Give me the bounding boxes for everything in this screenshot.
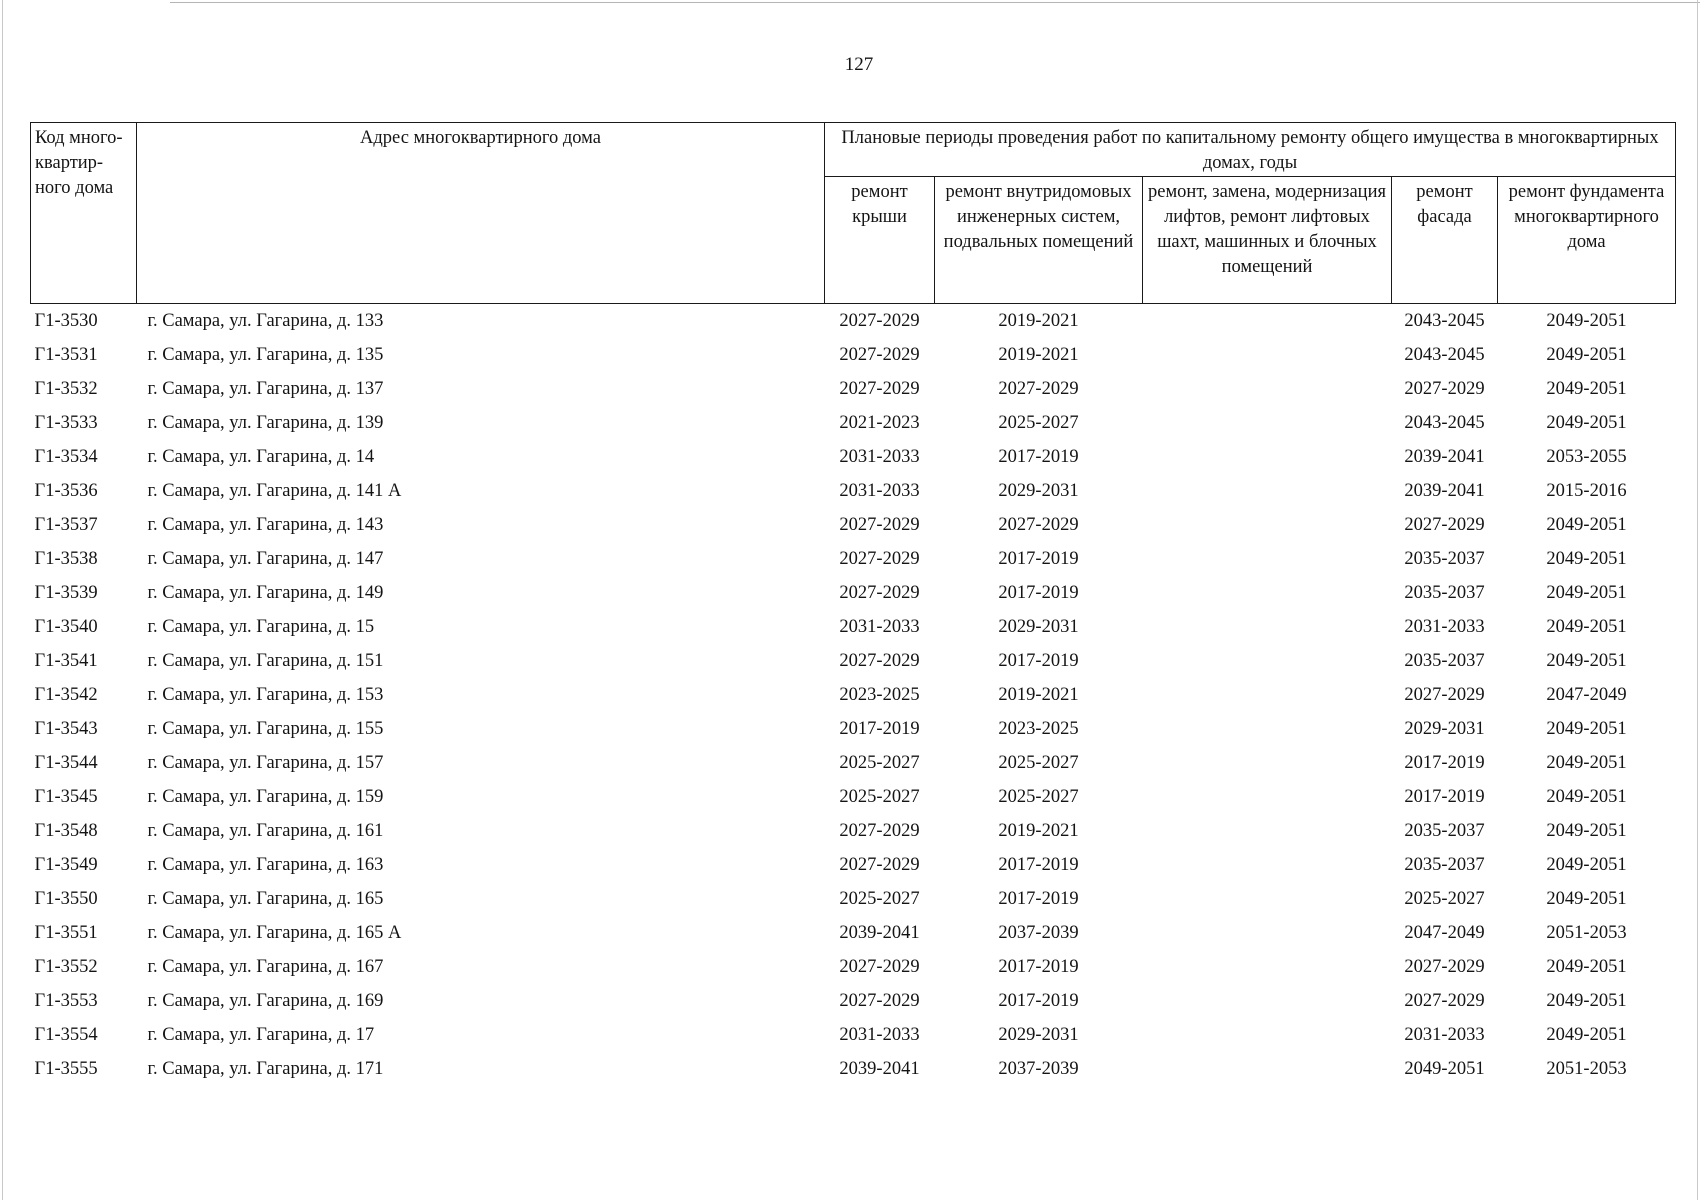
cell-roof-period: 2021-2023 bbox=[839, 412, 920, 433]
cell-roof-period: 2025-2027 bbox=[839, 786, 920, 807]
table-row bbox=[31, 440, 1676, 474]
cell-elevators-period bbox=[1143, 950, 1392, 984]
cell-engineering-period: 2025-2027 bbox=[998, 412, 1079, 433]
cell-roof-period: 2027-2029 bbox=[839, 650, 920, 671]
cell-elevators-period bbox=[1143, 984, 1392, 1018]
cell-facade-period: 2049-2051 bbox=[1404, 1058, 1485, 1079]
table-row bbox=[31, 508, 1676, 542]
cell-roof-period: 2027-2029 bbox=[839, 854, 920, 875]
cell-address: г. Самара, ул. Гагарина, д. 139 bbox=[147, 412, 384, 433]
cell-foundation-period: 2049-2051 bbox=[1546, 548, 1627, 569]
cell-facade-period: 2035-2037 bbox=[1404, 650, 1485, 671]
table-row bbox=[31, 950, 1676, 984]
cell-facade-period: 2035-2037 bbox=[1404, 820, 1485, 841]
cell-address: г. Самара, ул. Гагарина, д. 133 bbox=[147, 310, 384, 331]
cell-address: г. Самара, ул. Гагарина, д. 157 bbox=[147, 752, 384, 773]
header-code: Код много-квартир-ного дома bbox=[31, 123, 137, 304]
cell-engineering-period: 2029-2031 bbox=[998, 616, 1079, 637]
cell-foundation-period: 2049-2051 bbox=[1546, 616, 1627, 637]
cell-facade-period: 2035-2037 bbox=[1404, 854, 1485, 875]
table-row bbox=[31, 372, 1676, 406]
cell-roof-period: 2027-2029 bbox=[839, 582, 920, 603]
cell-engineering-period: 2027-2029 bbox=[998, 514, 1079, 535]
cell-foundation-period: 2049-2051 bbox=[1546, 956, 1627, 977]
cell-engineering-period: 2017-2019 bbox=[998, 854, 1079, 875]
cell-engineering-period: 2019-2021 bbox=[998, 684, 1079, 705]
cell-elevators-period bbox=[1143, 338, 1392, 372]
table-row bbox=[31, 984, 1676, 1018]
cell-roof-period: 2027-2029 bbox=[839, 548, 920, 569]
cell-address: г. Самара, ул. Гагарина, д. 159 bbox=[147, 786, 384, 807]
cell-facade-period: 2043-2045 bbox=[1404, 344, 1485, 365]
cell-foundation-period: 2049-2051 bbox=[1546, 344, 1627, 365]
cell-elevators-period bbox=[1143, 746, 1392, 780]
cell-facade-period: 2035-2037 bbox=[1404, 582, 1485, 603]
cell-engineering-period: 2025-2027 bbox=[998, 786, 1079, 807]
cell-address: г. Самара, ул. Гагарина, д. 147 bbox=[147, 548, 384, 569]
cell-code: Г1-3548 bbox=[34, 820, 98, 841]
table-row bbox=[31, 814, 1676, 848]
cell-roof-period: 2039-2041 bbox=[839, 922, 920, 943]
cell-foundation-period: 2049-2051 bbox=[1546, 752, 1627, 773]
cell-roof-period: 2025-2027 bbox=[839, 888, 920, 909]
cell-roof-period: 2023-2025 bbox=[839, 684, 920, 705]
table-row bbox=[31, 712, 1676, 746]
cell-code: Г1-3549 bbox=[34, 854, 98, 875]
cell-elevators-period bbox=[1143, 440, 1392, 474]
cell-facade-period: 2031-2033 bbox=[1404, 1024, 1485, 1045]
cell-foundation-period: 2049-2051 bbox=[1546, 378, 1627, 399]
table-row bbox=[31, 406, 1676, 440]
cell-roof-period: 2025-2027 bbox=[839, 752, 920, 773]
cell-foundation-period: 2049-2051 bbox=[1546, 990, 1627, 1011]
cell-facade-period: 2025-2027 bbox=[1404, 888, 1485, 909]
table-row bbox=[31, 1052, 1676, 1086]
cell-foundation-period: 2049-2051 bbox=[1546, 854, 1627, 875]
cell-elevators-period bbox=[1143, 882, 1392, 916]
cell-address: г. Самара, ул. Гагарина, д. 161 bbox=[147, 820, 384, 841]
cell-engineering-period: 2029-2031 bbox=[998, 1024, 1079, 1045]
header-engineering: ремонт внутридомовых инженерных систем, подвальных помещений bbox=[935, 177, 1143, 304]
cell-facade-period: 2039-2041 bbox=[1404, 480, 1485, 501]
table-row bbox=[31, 474, 1676, 508]
cell-engineering-period: 2037-2039 bbox=[998, 1058, 1079, 1079]
cell-engineering-period: 2019-2021 bbox=[998, 310, 1079, 331]
cell-facade-period: 2035-2037 bbox=[1404, 548, 1485, 569]
table-row bbox=[31, 304, 1676, 339]
cell-elevators-period bbox=[1143, 712, 1392, 746]
cell-facade-period: 2017-2019 bbox=[1404, 786, 1485, 807]
cell-engineering-period: 2017-2019 bbox=[998, 888, 1079, 909]
cell-foundation-period: 2049-2051 bbox=[1546, 514, 1627, 535]
page-number: 127 bbox=[844, 54, 874, 75]
cell-foundation-period: 2047-2049 bbox=[1546, 684, 1627, 705]
cell-engineering-period: 2019-2021 bbox=[998, 344, 1079, 365]
table-body bbox=[31, 304, 1676, 1087]
cell-code: Г1-3550 bbox=[34, 888, 98, 909]
cell-engineering-period: 2023-2025 bbox=[998, 718, 1079, 739]
cell-address: г. Самара, ул. Гагарина, д. 153 bbox=[147, 684, 384, 705]
cell-elevators-period bbox=[1143, 848, 1392, 882]
cell-facade-period: 2027-2029 bbox=[1404, 990, 1485, 1011]
table-row bbox=[31, 882, 1676, 916]
table-row bbox=[31, 542, 1676, 576]
header-elevators: ремонт, замена, модернизация лифтов, ремонт лифтовых шахт, машинных и блочных помещений bbox=[1143, 177, 1392, 304]
cell-address: г. Самара, ул. Гагарина, д. 14 bbox=[147, 446, 375, 467]
cell-foundation-period: 2049-2051 bbox=[1546, 718, 1627, 739]
cell-engineering-period: 2019-2021 bbox=[998, 820, 1079, 841]
cell-code: Г1-3553 bbox=[34, 990, 98, 1011]
cell-address: г. Самара, ул. Гагарина, д. 149 bbox=[147, 582, 384, 603]
cell-facade-period: 2029-2031 bbox=[1404, 718, 1485, 739]
cell-engineering-period: 2025-2027 bbox=[998, 752, 1079, 773]
cell-facade-period: 2047-2049 bbox=[1404, 922, 1485, 943]
cell-engineering-period: 2017-2019 bbox=[998, 990, 1079, 1011]
cell-roof-period: 2031-2033 bbox=[839, 1024, 920, 1045]
cell-foundation-period: 2049-2051 bbox=[1546, 582, 1627, 603]
cell-foundation-period: 2051-2053 bbox=[1546, 1058, 1627, 1079]
cell-code: Г1-3551 bbox=[34, 922, 98, 943]
table-row bbox=[31, 678, 1676, 712]
cell-elevators-period bbox=[1143, 304, 1392, 339]
cell-roof-period: 2027-2029 bbox=[839, 990, 920, 1011]
cell-roof-period: 2027-2029 bbox=[839, 956, 920, 977]
cell-facade-period: 2027-2029 bbox=[1404, 956, 1485, 977]
cell-code: Г1-3555 bbox=[34, 1058, 98, 1079]
cell-roof-period: 2031-2033 bbox=[839, 480, 920, 501]
cell-engineering-period: 2037-2039 bbox=[998, 922, 1079, 943]
cell-foundation-period: 2053-2055 bbox=[1546, 446, 1627, 467]
cell-facade-period: 2043-2045 bbox=[1404, 412, 1485, 433]
cell-elevators-period bbox=[1143, 406, 1392, 440]
cell-facade-period: 2043-2045 bbox=[1404, 310, 1485, 331]
cell-facade-period: 2027-2029 bbox=[1404, 514, 1485, 535]
cell-address: г. Самара, ул. Гагарина, д. 171 bbox=[147, 1058, 384, 1079]
cell-roof-period: 2027-2029 bbox=[839, 344, 920, 365]
cell-roof-period: 2027-2029 bbox=[839, 378, 920, 399]
cell-engineering-period: 2029-2031 bbox=[998, 480, 1079, 501]
cell-foundation-period: 2049-2051 bbox=[1546, 820, 1627, 841]
cell-roof-period: 2027-2029 bbox=[839, 820, 920, 841]
cell-elevators-period bbox=[1143, 814, 1392, 848]
scan-top-edge bbox=[170, 2, 1700, 3]
cell-foundation-period: 2049-2051 bbox=[1546, 786, 1627, 807]
cell-address: г. Самара, ул. Гагарина, д. 167 bbox=[147, 956, 384, 977]
cell-address: г. Самара, ул. Гагарина, д. 143 bbox=[147, 514, 384, 535]
cell-code: Г1-3538 bbox=[34, 548, 98, 569]
cell-foundation-period: 2049-2051 bbox=[1546, 412, 1627, 433]
cell-code: Г1-3552 bbox=[34, 956, 98, 977]
table-row bbox=[31, 848, 1676, 882]
cell-code: Г1-3540 bbox=[34, 616, 98, 637]
cell-address: г. Самара, ул. Гагарина, д. 141 А bbox=[147, 480, 402, 501]
table-row bbox=[31, 780, 1676, 814]
cell-code: Г1-3545 bbox=[34, 786, 98, 807]
cell-address: г. Самара, ул. Гагарина, д. 169 bbox=[147, 990, 384, 1011]
cell-foundation-period: 2049-2051 bbox=[1546, 888, 1627, 909]
cell-address: г. Самара, ул. Гагарина, д. 135 bbox=[147, 344, 384, 365]
cell-facade-period: 2017-2019 bbox=[1404, 752, 1485, 773]
cell-roof-period: 2027-2029 bbox=[839, 310, 920, 331]
cell-code: Г1-3544 bbox=[34, 752, 98, 773]
table-row bbox=[31, 610, 1676, 644]
table-row bbox=[31, 576, 1676, 610]
cell-address: г. Самара, ул. Гагарина, д. 165 А bbox=[147, 922, 402, 943]
cell-facade-period: 2027-2029 bbox=[1404, 684, 1485, 705]
cell-elevators-period bbox=[1143, 780, 1392, 814]
cell-engineering-period: 2017-2019 bbox=[998, 956, 1079, 977]
cell-code: Г1-3542 bbox=[34, 684, 98, 705]
table-row bbox=[31, 746, 1676, 780]
cell-roof-period: 2031-2033 bbox=[839, 446, 920, 467]
cell-address: г. Самара, ул. Гагарина, д. 163 bbox=[147, 854, 384, 875]
header-periods-group: Плановые периоды проведения работ по капитальному ремонту общего имущества в многоквартирных домах, годы bbox=[825, 123, 1676, 177]
cell-roof-period: 2031-2033 bbox=[839, 616, 920, 637]
cell-roof-period: 2039-2041 bbox=[839, 1058, 920, 1079]
cell-facade-period: 2039-2041 bbox=[1404, 446, 1485, 467]
header-roof: ремонт крыши bbox=[825, 177, 935, 304]
cell-foundation-period: 2049-2051 bbox=[1546, 650, 1627, 671]
cell-address: г. Самара, ул. Гагарина, д. 137 bbox=[147, 378, 384, 399]
cell-facade-period: 2031-2033 bbox=[1404, 616, 1485, 637]
cell-engineering-period: 2027-2029 bbox=[998, 378, 1079, 399]
cell-code: Г1-3537 bbox=[34, 514, 98, 535]
cell-code: Г1-3530 bbox=[34, 310, 98, 331]
cell-elevators-period bbox=[1143, 576, 1392, 610]
cell-facade-period: 2027-2029 bbox=[1404, 378, 1485, 399]
cell-engineering-period: 2017-2019 bbox=[998, 446, 1079, 467]
cell-foundation-period: 2049-2051 bbox=[1546, 310, 1627, 331]
cell-engineering-period: 2017-2019 bbox=[998, 548, 1079, 569]
cell-foundation-period: 2051-2053 bbox=[1546, 922, 1627, 943]
table-header bbox=[31, 123, 1676, 304]
cell-code: Г1-3532 bbox=[34, 378, 98, 399]
cell-code: Г1-3539 bbox=[34, 582, 98, 603]
cell-address: г. Самара, ул. Гагарина, д. 15 bbox=[147, 616, 375, 637]
cell-code: Г1-3533 bbox=[34, 412, 98, 433]
cell-code: Г1-3534 bbox=[34, 446, 98, 467]
cell-code: Г1-3541 bbox=[34, 650, 98, 671]
scan-right-edge bbox=[1697, 0, 1698, 1200]
cell-code: Г1-3554 bbox=[34, 1024, 98, 1045]
cell-elevators-period bbox=[1143, 1018, 1392, 1052]
table-row bbox=[31, 338, 1676, 372]
cell-foundation-period: 2015-2016 bbox=[1546, 480, 1627, 501]
scan-left-edge bbox=[2, 0, 3, 1200]
cell-elevators-period bbox=[1143, 474, 1392, 508]
cell-elevators-period bbox=[1143, 610, 1392, 644]
cell-elevators-period bbox=[1143, 372, 1392, 406]
cell-address: г. Самара, ул. Гагарина, д. 165 bbox=[147, 888, 384, 909]
cell-elevators-period bbox=[1143, 678, 1392, 712]
cell-code: Г1-3531 bbox=[34, 344, 98, 365]
cell-code: Г1-3536 bbox=[34, 480, 98, 501]
cell-roof-period: 2027-2029 bbox=[839, 514, 920, 535]
table-row bbox=[31, 1018, 1676, 1052]
cell-engineering-period: 2017-2019 bbox=[998, 650, 1079, 671]
cell-elevators-period bbox=[1143, 508, 1392, 542]
cell-elevators-period bbox=[1143, 644, 1392, 678]
cell-elevators-period bbox=[1143, 916, 1392, 950]
cell-elevators-period bbox=[1143, 1052, 1392, 1086]
header-foundation: ремонт фундамента многоквартирного дома bbox=[1498, 177, 1676, 304]
cell-engineering-period: 2017-2019 bbox=[998, 582, 1079, 603]
capital-repair-schedule-table bbox=[30, 122, 1676, 1086]
table-row bbox=[31, 644, 1676, 678]
cell-code: Г1-3543 bbox=[34, 718, 98, 739]
header-facade: ремонт фасада bbox=[1392, 177, 1498, 304]
cell-elevators-period bbox=[1143, 542, 1392, 576]
table-row bbox=[31, 916, 1676, 950]
header-address: Адрес многоквартирного дома bbox=[137, 123, 825, 304]
cell-foundation-period: 2049-2051 bbox=[1546, 1024, 1627, 1045]
cell-address: г. Самара, ул. Гагарина, д. 151 bbox=[147, 650, 384, 671]
cell-address: г. Самара, ул. Гагарина, д. 17 bbox=[147, 1024, 375, 1045]
cell-address: г. Самара, ул. Гагарина, д. 155 bbox=[147, 718, 384, 739]
cell-roof-period: 2017-2019 bbox=[839, 718, 920, 739]
